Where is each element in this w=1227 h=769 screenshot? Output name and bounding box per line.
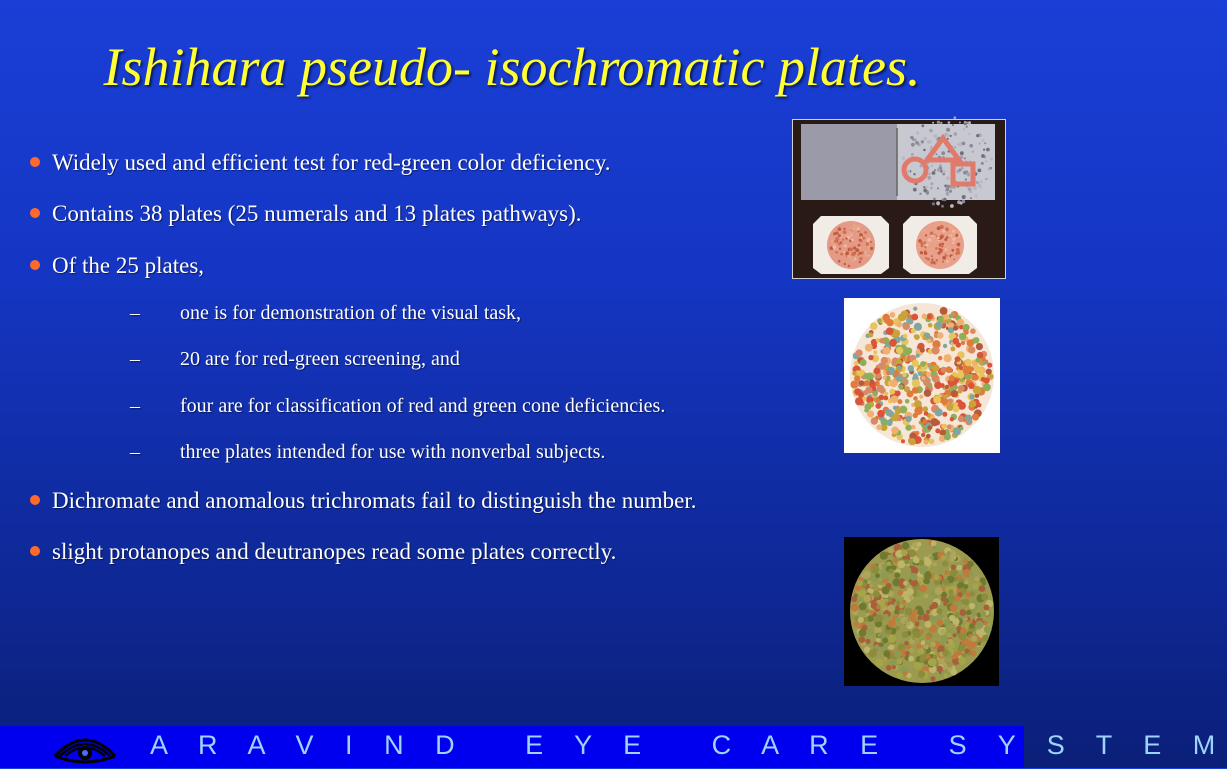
sub-bullet-text: one is for demonstration of the visual task, [180,302,522,324]
bullet-dot-icon [30,495,40,505]
bullet-item [30,539,616,565]
bullet-text: Contains 38 plates (25 numerals and 13 plates pathways). [52,201,582,226]
bullet-text: Of the 25 plates, [52,253,205,278]
bullet-dot-icon [30,260,40,270]
bullet-dot-icon [30,546,40,556]
sub-bullet-text: three plates intended for use with nonverbal subjects. [180,441,606,463]
ishihara-plate-image [844,298,1000,453]
bullet-dot-icon [30,157,40,167]
sub-bullet-dash: – [130,395,140,417]
bullet-item [30,253,204,279]
bullet-text: Dichromate and anomalous trichromats fail to distinguish the number. [52,488,697,513]
sub-bullet-item [130,348,460,371]
sub-bullet-dash: – [130,302,140,324]
sub-bullet-dash: – [130,441,140,463]
ishihara-plate-image [844,537,999,686]
sub-bullet-dash: – [130,348,140,370]
bullet-item [30,201,582,227]
ishihara-book-photo [792,119,1006,279]
bullet-item [30,150,611,176]
sub-bullet-item [130,395,665,418]
bullet-item [30,488,697,514]
sub-bullet-item [130,302,521,325]
sub-bullet-text: 20 are for red-green screening, and [180,348,460,370]
footer-bar [0,726,1227,768]
bullet-text: Widely used and efficient test for red-green color deficiency. [52,150,611,175]
bullet-text: slight protanopes and deutranopes read some plates correctly. [52,539,617,564]
bullet-dot-icon [30,208,40,218]
eye-logo-icon [52,730,118,769]
sub-bullet-item [130,441,605,464]
slide-title: Ishihara pseudo- isochromatic plates. [103,37,921,97]
footer-organization-name: A R A V I N D E Y E C A R E S Y S T E M [150,730,1227,760]
sub-bullet-text: four are for classification of red and green cone deficiencies. [180,395,666,417]
